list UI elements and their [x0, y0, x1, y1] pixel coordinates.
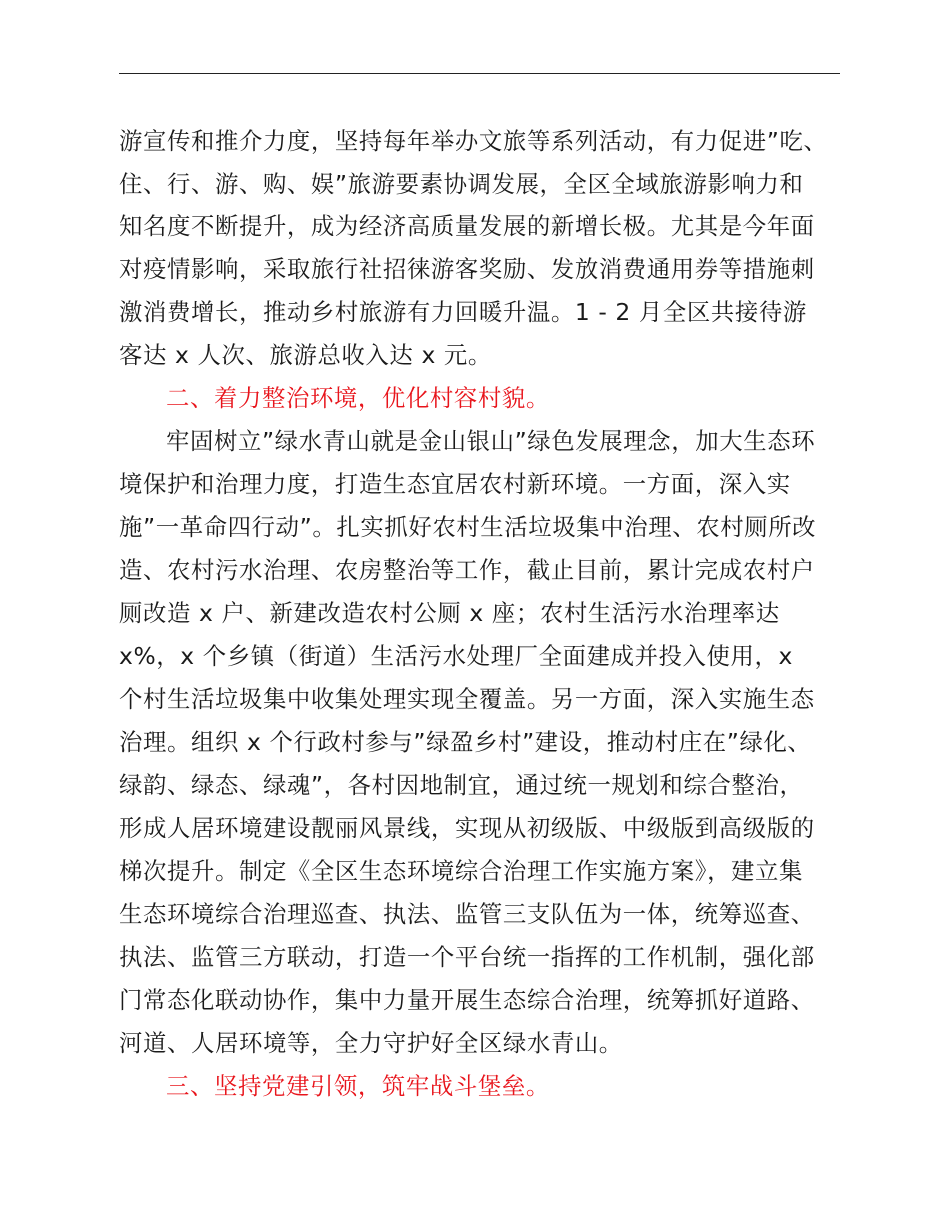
paragraph-2-line-10: 形成人居环境建设靓丽风景线，实现从初级版、中级版到高级版的 — [119, 814, 815, 842]
paragraph-2-line-8: 治理。组织 x 个行政村参与”绿盈乡村”建设，推动村庄在”绿化、 — [119, 728, 812, 756]
paragraph-2-line-1: 牢固树立”绿水青山就是金山银山”绿色发展理念，加大生态环 — [166, 427, 816, 455]
paragraph-2-line-6: x%，x 个乡镇（街道）生活污水处理厂全面建成并投入使用，x — [119, 642, 793, 670]
paragraph-2-line-4: 造、农村污水治理、农房整治等工作，截止目前，累计完成农村户 — [119, 556, 815, 584]
paragraph-2-line-5: 厕改造 x 户、新建改造农村公厕 x 座；农村生活污水治理率达 — [119, 599, 780, 627]
paragraph-2-line-2: 境保护和治理力度，打造生态宜居农村新环境。一方面，深入实 — [119, 470, 791, 498]
paragraph-2-line-11: 梯次提升。制定《全区生态环境综合治理工作实施方案》，建立集 — [119, 857, 804, 885]
section-heading-2: 二、着力整治环境，优化村容村貌。 — [166, 384, 550, 412]
paragraph-1-line-3: 知名度不断提升，成为经济高质量发展的新增长极。尤其是今年面 — [119, 212, 815, 240]
paragraph-2-line-12: 生态环境综合治理巡查、执法、监管三支队伍为一体，统筹巡查、 — [119, 900, 815, 928]
paragraph-1-line-2: 住、行、游、购、娱”旅游要素协调发展，全区全域旅游影响力和 — [119, 170, 804, 198]
paragraph-1-line-1: 游宣传和推介力度，坚持每年举办文旅等系列活动，有力促进”吃、 — [119, 127, 828, 155]
header-rule — [119, 73, 840, 74]
paragraph-2-line-9: 绿韵、绿态、绿魂”，各村因地制宜，通过统一规划和综合整治， — [119, 771, 804, 799]
paragraph-1-line-4: 对疫情影响，采取旅行社招徕游客奖励、发放消费通用券等措施刺 — [119, 255, 815, 283]
paragraph-2-line-14: 门常态化联动协作，集中力量开展生态综合治理，统筹抓好道路、 — [119, 986, 815, 1014]
section-heading-3: 三、坚持党建引领，筑牢战斗堡垒。 — [166, 1072, 550, 1100]
paragraph-2-line-3: 施”一革命四行动”。扎实抓好农村生活垃圾集中治理、农村厕所改 — [119, 513, 817, 541]
paragraph-2-line-15: 河道、人居环境等，全力守护好全区绿水青山。 — [119, 1029, 623, 1057]
paragraph-2-line-13: 执法、监管三方联动，打造一个平台统一指挥的工作机制，强化部 — [119, 943, 815, 971]
paragraph-2-line-7: 个村生活垃圾集中收集处理实现全覆盖。另一方面，深入实施生态 — [119, 685, 815, 713]
paragraph-1-line-6: 客达 x 人次、旅游总收入达 x 元。 — [119, 341, 492, 369]
paragraph-1-line-5: 激消费增长，推动乡村旅游有力回暖升温。1 - 2 月全区共接待游 — [119, 298, 807, 326]
